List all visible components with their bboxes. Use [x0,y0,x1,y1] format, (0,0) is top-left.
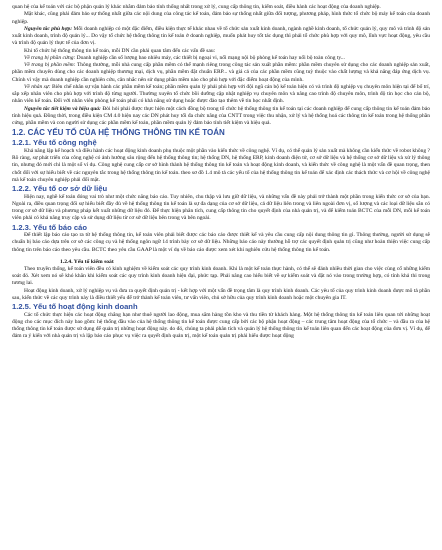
paragraph [12,55,430,62]
paragraph: Hoạt động kinh doanh, xử lý nghiệp vụ và đưa ra quyết định quản trị - kết hợp với một vấn đề trọng tâm là quy trình kinh doanh. Các yêu tố của quy trình kinh doanh được mô tả phần sau, kiến thức về các quy trình này là điều thiết yếu để trở thành kế toán viên, tư vấn viên, chủ sở hữu của quy trình kinh doanh hoặc một chuyên gia IT. [12,287,430,301]
item-label: Về trang bị phần mềm: [24,62,76,68]
subsection-heading: 1.2.2. Yếu tố cơ sở dữ liệu [12,184,108,193]
paragraph-text: Mỗi doanh nghiệp có một đặc điểm, điều kiện thực tế khác nhau về tổ chức sản xuất kinh doanh, ngành nghề kinh doanh, tổ chức quản lý, quy mô và trình độ sản xuất kinh doanh, trình độ quản lý... Do vậy tổ chức hệ thống thông tin kế toán ở doanh nghiệp, muốn phát huy tốt tác dụng thì phải tổ chức phù hợp với quy mô, lĩnh vực hoạt động, yêu cầu và trình độ quản lý thực tế của đơn vị. [12,25,431,47]
paragraph: quan hệ của kế toán với các bộ phận quản lý khác nhằm đảm bảo tính thống nhất trong xử lý, cung cấp thông tin, kiểm soát, điều hành các hoạt động của doanh nghiệp. [12,4,381,10]
section-heading: 1.2. CÁC YẾU TỐ CỦA HỆ THỐNG THÔNG TIN KẾ TOÁN [12,128,225,138]
paragraph [12,106,430,128]
paragraph-text: Doanh nghiệp cần số lượng bao nhiêu máy, các thiết bị ngoại vi, nối mạng nội bộ phòng kế toán hay nối bộ toàn công ty... [75,54,345,61]
item-label: Về nhân sự: [24,83,51,90]
paragraph [12,84,430,106]
paragraph [12,62,430,84]
paragraph: Theo truyền thống, kế toán viên đều có kinh nghiệm về kiểm soát các quy trình kinh doanh. Khi là một kế toán thực hành, có thể sẽ đánh nhiều thời gian cho việc cùng cố những kiểm soát đó. Xét xem nó sẽ khó khăn khi kiểm soát các quy trình kinh doanh hiện đại, phức tạp. Phải nâng cao hiểu biết về sự kiểm soát và đặt nó vào trong trường hợp, có tính khả thi trong tương lai. [12,265,430,287]
principle-label: Nguyên tắc phù hợp: [24,25,73,32]
paragraph: Mặt khác, cũng phải đảm bảo sự thống nhất giữa các nội dung của công tác kế toán, đảm bảo sự thống nhất giữa đối tượng, phương pháp, hình thức tổ chức bộ máy kế toán của doanh nghiệp. [12,11,430,25]
paragraph: Hiện nay, nghề kế toán đóng vai trò như một chức năng báo cáo. Tuy nhiên, chu thập và lưu giữ dữ liệu, và những vấn đề này phải trở thành một phần trong kiến thức cơ sở của bạn. Ngoài ra, điều quan trọng đối sự hiểu biết đầy đủ về hệ thống thông tin kế toán là sự đa dạng của cơ sở dữ liệu, cả dữ liệu liên trong và liên ngoài đơn vị, số lượng và các loại dữ liệu sẵn có trong cơ sở dữ liệu và phương pháp kết xuất những dữ liệu đó. Để thực hiện phân tích, cung cấp thông tin cho quyết định của nhà quản trị, và để kiểm toán BCTC của mỗi DN, mỗi kế toán viên phải có khả năng truy cập và sử dụng dữ liệu từ cơ sở dữ liệu bên trong và bên ngoài. [12,193,430,222]
paragraph [12,26,430,48]
paragraph-text: Biên chế nhân sự vận hành các phần mềm kế toán; phần mềm quản lý phải phù hợp với đội ngũ cán bộ kế toán hiện có và trình độ nghiệp vụ chuyên môn hiện tại để bố trí, sắp xếp nhân viên cho phù hợp với trình độ từng người. Thường xuyên tổ chức bồi dưỡng cập nhật nghiệp vụ chuyên môn và nâng cao trình độ chuyên môn, trình độ tin học cho cán bộ, nhân viên kế toán. Đối với nhân viên phòng kế toán phải có khả năng sử dụng hoặc được đào tạo thêm về tin học nhất định. [12,83,430,105]
paragraph: Khi tổ chức hệ thống thông tin kế toán, mỗi DN cần phải quan tâm đến các vấn đề sau: [24,47,216,54]
subsection-heading: 1.2.3. Yếu tố báo cáo [12,222,87,232]
principle-label: Nguyên tắc tiết kiệm và hiệu quả: [24,105,101,112]
subsection-heading: 1.2.5. Yếu tố hoạt động kinh doanh [12,302,138,311]
item-label: Về trang bị phần cứng: [24,54,76,61]
paragraph: Các tổ chức thực hiện các hoạt động chẳng hạn như thuê người lao động, mua sắm hàng tồn kho và thu tiền từ khách hàng. Một hệ thống thông tin kế toán liên quan tới những hoạt động cho các mục đích này bao gồm: hệ thống đầu vào của hệ thống thông tin kế toán được cung cấp bởi các bộ phận hoạt động – các trung tâm hoạt động của tổ chức – và đầu ra của hệ thống thông tin kế toán được sử dụng để quản trị những hoạt động này. do đó, chúng ta phải phân tích và quản lý hệ thống thông tin kế toán liên quan đến các hoạt động của đơn vị. Ví dụ, để đảm ra ý kiến với nhà quản trị và lập báo cáo phục vụ việc ra quyết định quản trị, một kế toán quản trị phải hiểu được hoạt động [12,311,430,340]
paragraph-text: Đòi hỏi phải được thực hiện một cách đồng bộ trong tổ chức hệ thống thông tin kế toán tại các doanh nghiệp để cung cấp thông tin kế toán đảm bảo tính hiệu quả. Đồng thời, trong điều kiện CM 4.0 hiện nay các DN phát huy tối đa chức năng của CNTT trong việc thu nhận, xử lý và hệ thống hoá các thông tin kế toán trong hệ thống phần cứng, phần mềm và con người sử dụng các phần mềm kế toán, phần mềm quản lý đảm bảo tính tiết kiệm và hiệu quả. [12,105,430,126]
subsection-heading: 1.2.1. Yếu tố công nghệ [12,138,97,148]
paragraph: Để thiết lập báo cáo tạo ra từ hệ thống thông tin, kế toán viên phải biết được các báo cáo được thiết kế và yêu cầu cung cấp nội dung thông tin gì. Thông thường, người sử dụng sẽ chuẩn bị báo cáo dựa trên cơ sở các công cụ và hệ thống ngôn ngữ 14 trình bày cơ sở dữ liệu. Những báo cáo này thường hỗ trợ các quyết định quản trị cũng như hoàn thiện việc cung cấp thông tin trên báo cáo theo yêu cầu. BCTC theo yêu cầu GAAP là một ví dụ về báo cáo được xem xét khi nghiên cứu hệ thống thông tin kế toán. [12,232,430,253]
paragraph-text: Thông thường, mỗi nhà cung cấp phần mềm có thế mạnh riêng trong công tác sản xuất phần mềm: phần mềm chuyên sử dụng cho các doanh nghiệp sản xuất, phần mềm chuyên dùng cho các doanh nghiệp thương mại, dịch vụ, phần mềm đặt chuẩn ERP... và giá cả của các phần mềm cũng tuỳ thuộc vào chất lượng và khả năng đáp ứng dịch vụ. Chính vì vậy mà doanh nghiệp cần nghiên cứu, cân nhắc nên sử dụng phần mềm nào cho phù hợp với đặc điểm hoạt động của mình. [12,62,430,83]
subsection-heading: 1.2.4. Yếu tố kiểm soát [60,258,114,265]
paragraph: Khả năng lập kế hoạch và điều hành các hoạt động kinh doanh phụ thuộc một phần vào kiến thức về công nghệ. Ví dụ, có thể quản lý sản xuất mà không cần kiến thức về robot không ? Rõ ràng, sự phát triển của công nghệ có ảnh hưởng sâu rộng đến hệ thống thông tin; hệ thống DN, hệ thống ERP, kinh doanh điện tử, cơ sở dữ liệu và hệ thống cơ sở dữ liệu và xử lý thông tin, nhưng đó mới chỉ là một số ví dụ. Công nghệ cung cấp cơ sở hình thành hệ thống thông tin kế toán và hoạt động kinh doanh, và kiến thức về công nghệ là một vấn đề quan trọng, then chốt đối với sự hiểu biết về các nguyên tắc trong hệ thống thông tin kế toán. theo sơ đồ 1.4 mô tả các yếu tố của hệ thống thông tin kế toán để xác định các thách thức và cơ hội về công nghệ mà kế toán chuyên nghiệp phải đối mặt. [12,147,430,183]
